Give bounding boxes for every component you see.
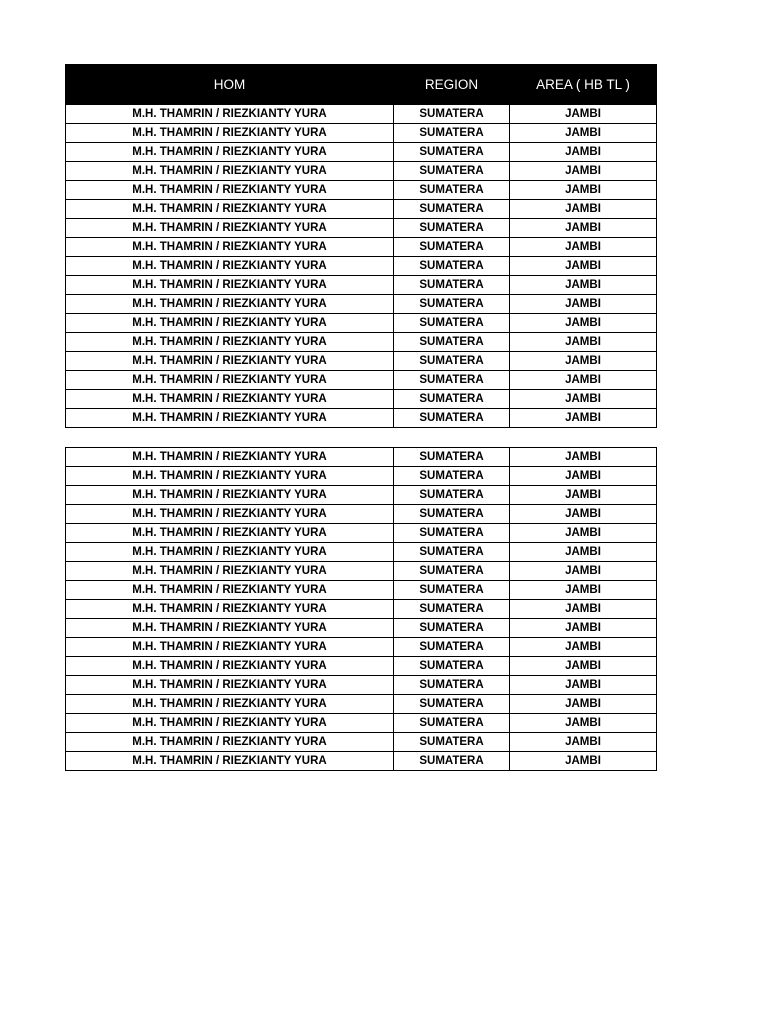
table-row <box>66 524 657 543</box>
cell-area[interactable]: JAMBI <box>510 371 657 390</box>
cell-region[interactable]: SUMATERA <box>394 238 510 257</box>
header-row <box>66 65 657 105</box>
cell-region[interactable]: SUMATERA <box>394 276 510 295</box>
cell-area[interactable]: JAMBI <box>510 124 657 143</box>
table-row <box>66 124 657 143</box>
table-row <box>66 238 657 257</box>
cell-region[interactable]: SUMATERA <box>394 733 510 752</box>
cell-hom[interactable]: M.H. THAMRIN / RIEZKIANTY YURA <box>66 124 394 143</box>
cell-region[interactable]: SUMATERA <box>394 105 510 124</box>
cell-hom[interactable]: M.H. THAMRIN / RIEZKIANTY YURA <box>66 638 394 657</box>
cell-area[interactable]: JAMBI <box>510 352 657 371</box>
cell-area[interactable]: JAMBI <box>510 409 657 428</box>
cell-area[interactable]: JAMBI <box>510 486 657 505</box>
cell-region[interactable]: SUMATERA <box>394 352 510 371</box>
table-row <box>66 105 657 124</box>
cell-hom[interactable]: M.H. THAMRIN / RIEZKIANTY YURA <box>66 276 394 295</box>
header-area[interactable]: AREA ( HB TL ) <box>510 65 657 105</box>
cell-area[interactable]: JAMBI <box>510 657 657 676</box>
table-row <box>66 333 657 352</box>
cell-region[interactable]: SUMATERA <box>394 314 510 333</box>
cell-hom[interactable]: M.H. THAMRIN / RIEZKIANTY YURA <box>66 105 394 124</box>
cell-hom[interactable]: M.H. THAMRIN / RIEZKIANTY YURA <box>66 467 394 486</box>
cell-area[interactable]: JAMBI <box>510 619 657 638</box>
cell-area[interactable]: JAMBI <box>510 467 657 486</box>
cell-hom[interactable]: M.H. THAMRIN / RIEZKIANTY YURA <box>66 562 394 581</box>
cell-region[interactable]: SUMATERA <box>394 448 510 467</box>
cell-region[interactable]: SUMATERA <box>394 409 510 428</box>
table-row <box>66 409 657 428</box>
table-row <box>66 352 657 371</box>
cell-area[interactable]: JAMBI <box>510 276 657 295</box>
table-row <box>66 200 657 219</box>
cell-area[interactable]: JAMBI <box>510 543 657 562</box>
cell-region[interactable]: SUMATERA <box>394 600 510 619</box>
cell-region[interactable]: SUMATERA <box>394 333 510 352</box>
cell-hom[interactable]: M.H. THAMRIN / RIEZKIANTY YURA <box>66 752 394 771</box>
cell-area[interactable]: JAMBI <box>510 390 657 409</box>
cell-region[interactable]: SUMATERA <box>394 486 510 505</box>
cell-hom[interactable]: M.H. THAMRIN / RIEZKIANTY YURA <box>66 409 394 428</box>
cell-area[interactable]: JAMBI <box>510 295 657 314</box>
cell-hom[interactable]: M.H. THAMRIN / RIEZKIANTY YURA <box>66 162 394 181</box>
table-row <box>66 314 657 333</box>
table-row <box>66 543 657 562</box>
cell-area[interactable]: JAMBI <box>510 581 657 600</box>
cell-area[interactable]: JAMBI <box>510 695 657 714</box>
cell-hom[interactable]: M.H. THAMRIN / RIEZKIANTY YURA <box>66 581 394 600</box>
cell-area[interactable]: JAMBI <box>510 505 657 524</box>
cell-region[interactable]: SUMATERA <box>394 657 510 676</box>
cell-hom[interactable]: M.H. THAMRIN / RIEZKIANTY YURA <box>66 714 394 733</box>
cell-area[interactable]: JAMBI <box>510 181 657 200</box>
cell-area[interactable]: JAMBI <box>510 562 657 581</box>
cell-region[interactable]: SUMATERA <box>394 295 510 314</box>
table-row <box>66 486 657 505</box>
hom-table-top <box>65 64 657 428</box>
cell-hom[interactable]: M.H. THAMRIN / RIEZKIANTY YURA <box>66 695 394 714</box>
cell-area[interactable]: JAMBI <box>510 448 657 467</box>
cell-area[interactable]: JAMBI <box>510 219 657 238</box>
cell-region[interactable]: SUMATERA <box>394 543 510 562</box>
table-row <box>66 695 657 714</box>
cell-region[interactable]: SUMATERA <box>394 390 510 409</box>
table-row <box>66 143 657 162</box>
table-row <box>66 390 657 409</box>
cell-hom[interactable]: M.H. THAMRIN / RIEZKIANTY YURA <box>66 505 394 524</box>
table-row <box>66 295 657 314</box>
cell-hom[interactable]: M.H. THAMRIN / RIEZKIANTY YURA <box>66 524 394 543</box>
table-row <box>66 619 657 638</box>
table-row <box>66 467 657 486</box>
cell-hom[interactable]: M.H. THAMRIN / RIEZKIANTY YURA <box>66 333 394 352</box>
table-row <box>66 371 657 390</box>
cell-area[interactable]: JAMBI <box>510 752 657 771</box>
cell-area[interactable]: JAMBI <box>510 314 657 333</box>
cell-hom[interactable]: M.H. THAMRIN / RIEZKIANTY YURA <box>66 486 394 505</box>
cell-region[interactable]: SUMATERA <box>394 524 510 543</box>
table-row <box>66 638 657 657</box>
table-row <box>66 600 657 619</box>
table-row <box>66 181 657 200</box>
cell-hom[interactable]: M.H. THAMRIN / RIEZKIANTY YURA <box>66 657 394 676</box>
cell-region[interactable]: SUMATERA <box>394 638 510 657</box>
cell-region[interactable]: SUMATERA <box>394 200 510 219</box>
cell-hom[interactable]: M.H. THAMRIN / RIEZKIANTY YURA <box>66 238 394 257</box>
cell-area[interactable]: JAMBI <box>510 200 657 219</box>
header-region[interactable]: REGION <box>394 65 510 105</box>
cell-region[interactable]: SUMATERA <box>394 124 510 143</box>
table-row <box>66 219 657 238</box>
cell-hom[interactable]: M.H. THAMRIN / RIEZKIANTY YURA <box>66 600 394 619</box>
cell-region[interactable]: SUMATERA <box>394 695 510 714</box>
cell-hom[interactable]: M.H. THAMRIN / RIEZKIANTY YURA <box>66 219 394 238</box>
hom-table-bottom <box>65 447 657 771</box>
table-row <box>66 448 657 467</box>
cell-area[interactable]: JAMBI <box>510 162 657 181</box>
cell-region[interactable]: SUMATERA <box>394 257 510 276</box>
cell-hom[interactable]: M.H. THAMRIN / RIEZKIANTY YURA <box>66 181 394 200</box>
cell-hom[interactable]: M.H. THAMRIN / RIEZKIANTY YURA <box>66 352 394 371</box>
table-row <box>66 276 657 295</box>
table-row <box>66 257 657 276</box>
cell-hom[interactable]: M.H. THAMRIN / RIEZKIANTY YURA <box>66 371 394 390</box>
cell-region[interactable]: SUMATERA <box>394 219 510 238</box>
cell-hom[interactable]: M.H. THAMRIN / RIEZKIANTY YURA <box>66 314 394 333</box>
cell-region[interactable]: SUMATERA <box>394 562 510 581</box>
table-body-bottom <box>66 448 657 771</box>
cell-region[interactable]: SUMATERA <box>394 581 510 600</box>
table-row <box>66 505 657 524</box>
cell-hom[interactable]: M.H. THAMRIN / RIEZKIANTY YURA <box>66 200 394 219</box>
cell-region[interactable]: SUMATERA <box>394 619 510 638</box>
table-body-top <box>66 105 657 428</box>
table-row <box>66 714 657 733</box>
table-row <box>66 733 657 752</box>
table-row <box>66 752 657 771</box>
table-row <box>66 676 657 695</box>
cell-region[interactable]: SUMATERA <box>394 162 510 181</box>
header-hom[interactable]: HOM <box>66 65 394 105</box>
cell-area[interactable]: JAMBI <box>510 600 657 619</box>
cell-hom[interactable]: M.H. THAMRIN / RIEZKIANTY YURA <box>66 257 394 276</box>
cell-hom[interactable]: M.H. THAMRIN / RIEZKIANTY YURA <box>66 676 394 695</box>
cell-area[interactable]: JAMBI <box>510 638 657 657</box>
table-row <box>66 162 657 181</box>
cell-area[interactable]: JAMBI <box>510 105 657 124</box>
cell-area[interactable]: JAMBI <box>510 676 657 695</box>
cell-hom[interactable]: M.H. THAMRIN / RIEZKIANTY YURA <box>66 543 394 562</box>
cell-hom[interactable]: M.H. THAMRIN / RIEZKIANTY YURA <box>66 295 394 314</box>
cell-area[interactable]: JAMBI <box>510 524 657 543</box>
cell-region[interactable]: SUMATERA <box>394 676 510 695</box>
table-row <box>66 581 657 600</box>
cell-area[interactable]: JAMBI <box>510 143 657 162</box>
cell-hom[interactable]: M.H. THAMRIN / RIEZKIANTY YURA <box>66 448 394 467</box>
cell-region[interactable]: SUMATERA <box>394 371 510 390</box>
table-header <box>66 65 657 105</box>
cell-region[interactable]: SUMATERA <box>394 143 510 162</box>
cell-region[interactable]: SUMATERA <box>394 505 510 524</box>
cell-area[interactable]: JAMBI <box>510 257 657 276</box>
cell-hom[interactable]: M.H. THAMRIN / RIEZKIANTY YURA <box>66 390 394 409</box>
cell-area[interactable]: JAMBI <box>510 333 657 352</box>
cell-region[interactable]: SUMATERA <box>394 752 510 771</box>
cell-hom[interactable]: M.H. THAMRIN / RIEZKIANTY YURA <box>66 143 394 162</box>
cell-area[interactable]: JAMBI <box>510 714 657 733</box>
cell-region[interactable]: SUMATERA <box>394 714 510 733</box>
cell-area[interactable]: JAMBI <box>510 733 657 752</box>
cell-area[interactable]: JAMBI <box>510 238 657 257</box>
cell-region[interactable]: SUMATERA <box>394 181 510 200</box>
table-row <box>66 657 657 676</box>
cell-hom[interactable]: M.H. THAMRIN / RIEZKIANTY YURA <box>66 733 394 752</box>
cell-region[interactable]: SUMATERA <box>394 467 510 486</box>
cell-hom[interactable]: M.H. THAMRIN / RIEZKIANTY YURA <box>66 619 394 638</box>
table-row <box>66 562 657 581</box>
